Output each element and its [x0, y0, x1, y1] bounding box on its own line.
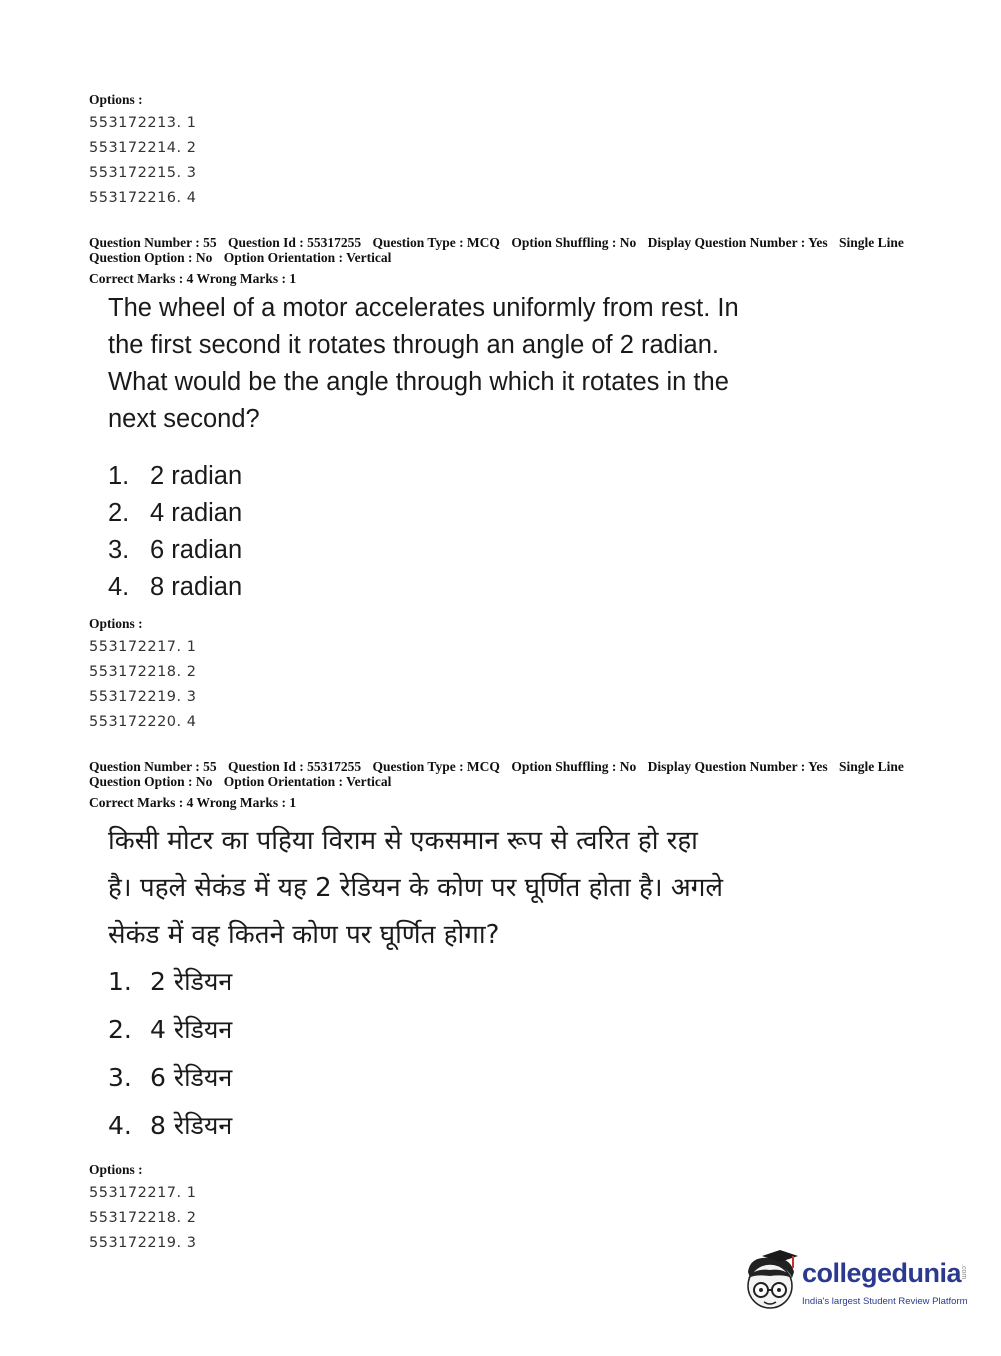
option-id: 553172218. 2: [89, 1210, 197, 1226]
option-shuffling: Option Shuffling : No: [511, 759, 637, 774]
question-id: Question Id : 55317255: [228, 235, 362, 250]
choice-item: [108, 1102, 232, 1150]
question-line: सेकंड में वह कितने कोण पर घूर्णित होगा?: [108, 920, 500, 950]
option-orientation: Option Orientation : Vertical: [223, 773, 392, 789]
choice-number: 2.: [108, 1015, 132, 1044]
wrong-marks: Wrong Marks : 1: [196, 795, 297, 810]
choice-number: 1.: [108, 462, 130, 490]
correct-marks: Correct Marks : 4: [89, 795, 194, 810]
option-id: 553172214. 2: [89, 140, 197, 156]
question-line: next second?: [108, 405, 260, 433]
logo-name: collegedunia: [802, 1258, 962, 1288]
choice-item: [108, 1054, 232, 1102]
choice-item: [108, 569, 242, 606]
option-id: 553172217. 1: [89, 1185, 197, 1201]
choice-text: 6 रेडियन: [150, 1063, 233, 1092]
option-id: 553172219. 3: [89, 1235, 197, 1251]
question-meta-en: [89, 236, 941, 287]
choice-number: 1.: [108, 967, 132, 996]
choice-number: 2.: [108, 499, 130, 527]
question-number: Question Number : 55: [89, 759, 217, 774]
question-type: Question Type : MCQ: [372, 235, 500, 250]
option-id: 553172216. 4: [89, 190, 197, 206]
display-question-number: Display Question Number : Yes: [647, 235, 828, 250]
single-line-option: Single Line Question Option : No: [89, 235, 904, 265]
collegedunia-logo: [740, 1250, 980, 1320]
options-label: Options :: [89, 1162, 143, 1177]
choice-number: 3.: [108, 536, 130, 564]
choice-text: 2 रेडियन: [150, 967, 233, 996]
question-text-en: [108, 290, 808, 438]
question-line: the first second it rotates through an angle of 2 radian.: [108, 331, 719, 359]
choice-text: 6 radian: [150, 536, 243, 564]
logo-tagline: India's largest Student Review Platform: [802, 1296, 968, 1307]
choice-text: 4 रेडियन: [150, 1015, 233, 1044]
options-block-1: [89, 92, 941, 211]
question-meta-hi: [89, 760, 941, 811]
choice-text: 8 radian: [150, 573, 243, 601]
options-label: Options :: [89, 616, 143, 631]
mascot-icon: [740, 1250, 802, 1316]
option-id: 553172213. 1: [89, 115, 197, 131]
question-number: Question Number : 55: [89, 235, 217, 250]
option-id: 553172215. 3: [89, 165, 197, 181]
option-id: 553172218. 2: [89, 664, 197, 680]
question-text-hi: [108, 818, 828, 959]
wrong-marks: Wrong Marks : 1: [196, 271, 297, 286]
question-line: What would be the angle through which it rotates in the: [108, 368, 729, 396]
choice-text: 8 रेडियन: [150, 1111, 233, 1140]
options-block-2: [89, 616, 941, 735]
choice-item: [108, 458, 242, 495]
option-orientation: Option Orientation : Vertical: [223, 249, 392, 265]
question-id: Question Id : 55317255: [228, 759, 362, 774]
choice-number: 4.: [108, 1111, 132, 1140]
choice-text: 4 radian: [150, 499, 243, 527]
options-block-3: [89, 1162, 941, 1256]
option-id: 553172217. 1: [89, 639, 197, 655]
option-shuffling: Option Shuffling : No: [511, 235, 637, 250]
display-question-number: Display Question Number : Yes: [647, 759, 828, 774]
single-line-option: Single Line Question Option : No: [89, 759, 904, 789]
question-line: किसी मोटर का पहिया विराम से एकसमान रूप से त्वरित हो रहा: [108, 826, 698, 856]
choice-item: [108, 532, 242, 569]
correct-marks: Correct Marks : 4: [89, 271, 194, 286]
choices-en: [108, 458, 242, 606]
choice-item: [108, 495, 242, 532]
choices-hi: [108, 958, 232, 1150]
choice-item: [108, 1006, 232, 1054]
option-id: 553172219. 3: [89, 689, 197, 705]
option-id: 553172220. 4: [89, 714, 197, 730]
choice-number: 3.: [108, 1063, 132, 1092]
question-line: है। पहले सेकंड में यह 2 रेडियन के कोण पर घूर्णित होता है। अगले: [108, 873, 723, 903]
options-label: Options :: [89, 92, 143, 107]
question-line: The wheel of a motor accelerates uniformly from rest. In: [108, 294, 739, 322]
question-type: Question Type : MCQ: [372, 759, 500, 774]
choice-text: 2 radian: [150, 462, 243, 490]
logo-com: .com: [960, 1264, 967, 1280]
choice-number: 4.: [108, 573, 130, 601]
choice-item: [108, 958, 232, 1006]
